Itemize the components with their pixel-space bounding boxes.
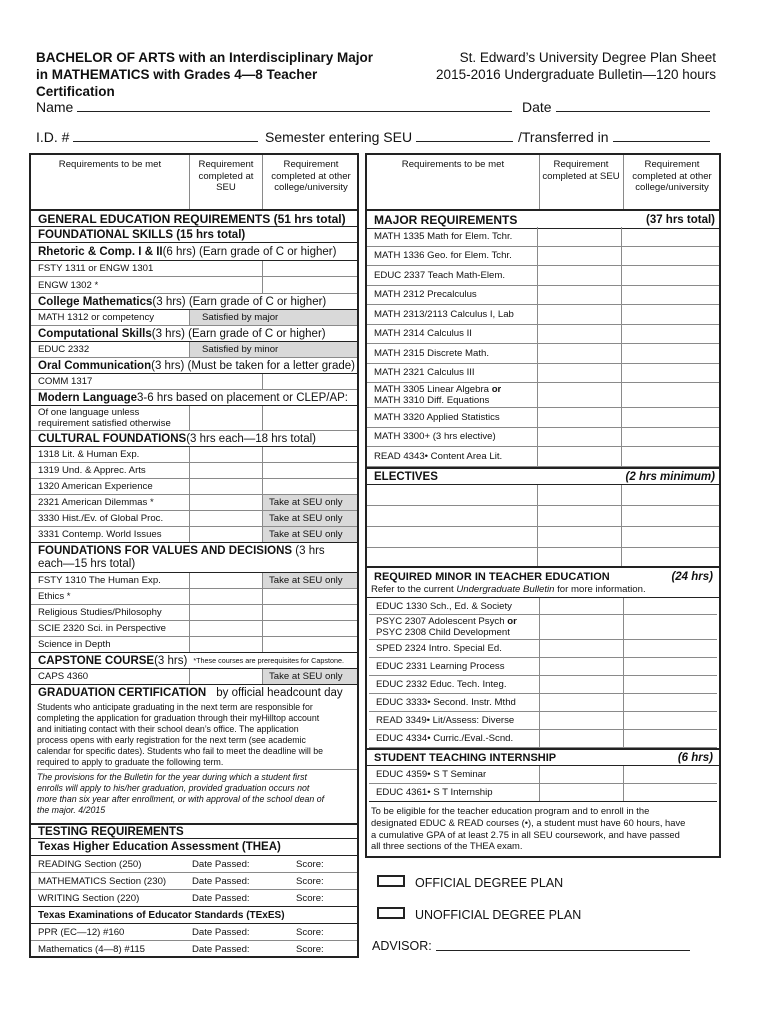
date-label: Date [522, 99, 552, 115]
course-name: COMM 1317 [38, 376, 93, 387]
electives-title: ELECTIVES [374, 470, 438, 483]
course-name: Ethics * [38, 591, 71, 602]
left-col-seu: Requirement completed at SEU [198, 159, 254, 193]
course-name: MATH 2314 Calculus II [374, 328, 472, 340]
values-row [31, 543, 357, 573]
semester-field[interactable] [265, 128, 517, 145]
date-passed-label: Date Passed: [192, 926, 250, 938]
course-name: EDUC 4361• S T Internship [376, 787, 493, 798]
course-name: EDUC 4359• S T Seminar [376, 769, 487, 780]
course-row[interactable] [369, 598, 717, 615]
cultural-row [31, 431, 357, 447]
course-row[interactable] [367, 447, 719, 467]
score-label: Score: [296, 926, 324, 938]
cultural-heading: CULTURAL FOUNDATIONS (3 hrs each—18 hrs total) [38, 432, 316, 445]
date-field[interactable] [522, 98, 714, 115]
elective-row[interactable] [367, 548, 719, 568]
course-name: EDUC 2332 Educ. Tech. Integ. [376, 679, 507, 690]
testing-row [31, 823, 357, 839]
major-hours: (37 hrs total) [645, 213, 715, 226]
sheet-info [386, 49, 716, 83]
minor-reference: Refer to the current Undergraduate Bulletin for more information. [367, 584, 719, 598]
course-row[interactable] [367, 286, 719, 306]
course-row[interactable] [367, 428, 719, 448]
student-teaching-title-row [367, 748, 719, 766]
course-row[interactable] [369, 766, 717, 784]
name-label: Name [36, 99, 74, 115]
course-row[interactable] [369, 730, 717, 748]
course-name: EDUC 1330 Sch., Ed. & Society [376, 600, 512, 612]
gen-ed-title: GENERAL EDUCATION REQUIREMENTS (51 hrs total) [38, 211, 346, 226]
course-row[interactable] [31, 374, 357, 390]
id-label: I.D. # [36, 129, 70, 145]
test-name: WRITING Section (220) [38, 892, 140, 904]
course-row[interactable] [31, 406, 357, 431]
course-row[interactable] [31, 447, 357, 463]
course-row[interactable] [369, 658, 717, 676]
course-row[interactable] [367, 227, 719, 247]
elective-row[interactable] [367, 527, 719, 548]
score-label: Score: [296, 875, 324, 887]
bulletin-info: 2015-2016 Undergraduate Bulletin—120 hours [436, 67, 716, 82]
course-name: MATH 3300+ (3 hrs elective) [374, 431, 496, 443]
thea-title: Texas Higher Education Assessment (THEA) [38, 841, 281, 853]
course-row[interactable] [367, 305, 719, 325]
computational-row [31, 326, 357, 342]
texes-title: Texas Examinations of Educator Standards (TExES) [38, 909, 285, 921]
provisions-paragraph: The provisions for the Bulletin for the year during which a student first enrolls will apply to his/her graduation, provided graduation occurs not more than six year after enrollment, or with approval of the school dean of the major. 4/2015 [37, 769, 357, 816]
gen-ed-title-row [31, 211, 357, 227]
oral-row [31, 358, 357, 374]
test-row[interactable] [31, 890, 357, 907]
course-name: 3331 Contemp. World Issues [38, 529, 162, 540]
course-row[interactable] [31, 495, 357, 511]
course-name: PSYC 2307 Adolescent Psych or PSYC 2308 Child Development [376, 616, 517, 638]
course-name: 2321 American Dilemmas * [38, 497, 154, 508]
right-column-header [367, 155, 719, 211]
minor-title-row [367, 569, 719, 585]
course-name: EDUC 2332 [38, 344, 90, 355]
satisfied-by-minor: Satisfied by minor [189, 342, 357, 357]
course-name: MATH 1336 Geo. for Elem. Tchr. [374, 250, 512, 262]
degree-title-line-2: in MATHEMATICS with Grades 4—8 Teacher [36, 67, 318, 82]
score-label: Score: [296, 892, 324, 904]
course-name: 1319 Und. & Apprec. Arts [38, 465, 146, 476]
test-row[interactable] [31, 873, 357, 890]
right-col-requirements: Requirements to be met [401, 159, 505, 170]
id-field[interactable] [36, 128, 262, 145]
course-row[interactable] [31, 573, 357, 589]
transferred-label: /Transferred in [518, 129, 609, 145]
course-name: READ 4343• Content Area Lit. [374, 450, 503, 462]
test-row[interactable] [31, 924, 357, 941]
take-at-seu: Take at SEU only [262, 527, 357, 542]
course-row[interactable] [369, 694, 717, 712]
elective-row[interactable] [367, 485, 719, 506]
course-row[interactable] [31, 261, 357, 277]
course-name: READ 3349• Lit/Assess: Diverse [376, 715, 515, 726]
course-name: CAPS 4360 [38, 671, 89, 682]
unofficial-checkbox[interactable] [377, 907, 405, 919]
electives-hours: (2 hrs minimum) [625, 470, 715, 483]
course-row[interactable] [367, 325, 719, 345]
course-name: 1320 American Experience [38, 481, 153, 492]
test-name: PPR (EC—12) #160 [38, 926, 125, 938]
rhetoric-heading: Rhetoric & Comp. I & II (6 hrs) (Earn grade of C or higher) [38, 245, 337, 258]
capstone-note: *These courses are prerequisites for Capstone. [193, 656, 344, 665]
course-name: EDUC 2337 Teach Math-Elem. [374, 269, 505, 281]
oral-heading: Oral Communication (3 hrs) (Must be taken for a letter grade) [38, 359, 355, 372]
test-row[interactable] [31, 941, 357, 958]
course-name: Of one language unless requirement satisfied otherwise [38, 407, 171, 429]
course-row[interactable] [31, 589, 357, 605]
right-col-seu: Requirement completed at SEU [542, 159, 620, 182]
course-row[interactable] [369, 712, 717, 730]
satisfied-by-major: Satisfied by major [189, 310, 357, 325]
left-column-header [31, 155, 357, 211]
test-name: Mathematics (4—8) #115 [38, 944, 145, 955]
foundational-title: FOUNDATIONAL SKILLS (15 hrs total) [38, 228, 246, 241]
general-education-panel [29, 153, 359, 958]
right-col-other: Requirement completed at other college/university [632, 159, 712, 193]
course-row[interactable] [31, 605, 357, 621]
course-row[interactable] [31, 277, 357, 294]
electives-title-row [367, 467, 719, 485]
course-row[interactable] [31, 463, 357, 479]
score-label: Score: [296, 858, 324, 870]
degree-title-line-3: Certification [36, 84, 115, 99]
course-name: MATH 3305 Linear Algebra or MATH 3310 Diff. Equations [374, 384, 502, 406]
left-col-other: Requirement completed at other college/university [271, 159, 351, 193]
course-row[interactable] [31, 621, 357, 637]
major-title: MAJOR REQUIREMENTS [374, 212, 518, 227]
course-name: FSTY 1311 or ENGW 1301 [38, 263, 154, 274]
date-passed-label: Date Passed: [192, 892, 250, 904]
course-row[interactable] [31, 669, 357, 685]
name-field[interactable] [36, 98, 516, 115]
left-col-requirements: Requirements to be met [58, 159, 162, 170]
course-name: EDUC 4334• Curric./Eval.-Scnd. [376, 733, 514, 744]
graduation-heading: GRADUATION CERTIFICATION by official headcount day [38, 687, 343, 699]
course-name: MATH 2321 Calculus III [374, 367, 475, 379]
course-name: MATH 2315 Discrete Math. [374, 347, 489, 359]
course-row[interactable] [31, 511, 357, 527]
course-row[interactable] [367, 383, 719, 408]
course-name: SCIE 2320 Sci. in Perspective [38, 623, 166, 634]
course-row[interactable] [31, 637, 357, 653]
transferred-field[interactable] [518, 128, 714, 145]
course-name: Religious Studies/Philosophy [38, 607, 162, 618]
semester-label: Semester entering SEU [265, 129, 413, 145]
course-row[interactable] [367, 364, 719, 384]
elective-row[interactable] [367, 506, 719, 527]
date-passed-label: Date Passed: [192, 858, 250, 870]
degree-title-line-1: BACHELOR OF ARTS with an Interdisciplinary Major [36, 50, 374, 65]
eligibility-paragraph: To be eligible for the teacher education program and to enroll in the designated EDUC & READ courses (•), a student must have 60 hours, have a cumulative GPA of at least 2.75 in all SEU coursework, and have passed all three sections of the THEA exam. [371, 805, 686, 852]
student-teaching-title: STUDENT TEACHING INTERNSHIP [374, 751, 557, 764]
rhetoric-row [31, 243, 357, 261]
modern-lang-heading: Modern Language 3-6 hrs based on placement or CLEP/AP: [38, 391, 348, 404]
course-row[interactable] [367, 408, 719, 428]
course-name: Science in Depth [38, 639, 111, 650]
course-row[interactable] [31, 310, 357, 326]
testing-title: TESTING REQUIREMENTS [38, 825, 184, 838]
college-math-heading: College Mathematics (3 hrs) (Earn grade of C or higher) [38, 295, 327, 308]
graduation-row [31, 685, 357, 701]
thea-row [31, 839, 357, 856]
official-label: OFFICIAL DEGREE PLAN [415, 876, 564, 890]
course-name: MATH 2312 Precalculus [374, 289, 477, 301]
course-row[interactable] [31, 527, 357, 543]
graduation-paragraph: Students who anticipate graduating in the next term are responsible for completing the application for graduation through their myHilltop account and initiating contact with their school dean’s office. The application process opens with early registration for the next term (see academic calendar for specific dates). Students who fail to meet the deadline will be required to apply to graduate the following term. [37, 702, 324, 767]
capstone-heading: CAPSTONE COURSE (3 hrs) *These courses are prerequisites for Capstone. [38, 654, 344, 667]
course-row[interactable] [369, 615, 717, 640]
official-checkbox[interactable] [377, 875, 405, 887]
course-name: MATH 1335 Math for Elem. Tchr. [374, 230, 513, 242]
course-row[interactable] [31, 342, 357, 358]
test-row[interactable] [31, 856, 357, 873]
course-row[interactable] [369, 676, 717, 694]
course-row[interactable] [367, 344, 719, 364]
course-row[interactable] [367, 247, 719, 267]
course-name: EDUC 3333• Second. Instr. Mthd [376, 697, 516, 708]
minor-hours: (24 hrs) [671, 571, 713, 583]
score-label: Score: [296, 944, 324, 955]
modern-lang-row [31, 390, 357, 406]
date-passed-label: Date Passed: [192, 875, 250, 887]
minor-title: REQUIRED MINOR IN TEACHER EDUCATION [374, 571, 610, 583]
advisor-label: ADVISOR: [372, 939, 432, 953]
foundational-row [31, 227, 357, 243]
student-teaching-hours: (6 hrs) [677, 751, 713, 764]
course-name: MATH 1312 or competency [38, 312, 155, 323]
degree-title [36, 49, 373, 100]
college-math-row [31, 294, 357, 310]
take-at-seu: Take at SEU only [262, 495, 357, 510]
electives-area[interactable] [367, 485, 719, 568]
date-passed-label: Date Passed: [192, 944, 250, 955]
course-row[interactable] [369, 640, 717, 658]
course-name: FSTY 1310 The Human Exp. [38, 575, 161, 586]
course-name: MATH 3320 Applied Statistics [374, 411, 500, 423]
course-name: SPED 2324 Intro. Special Ed. [376, 643, 502, 654]
unofficial-label: UNOFFICIAL DEGREE PLAN [415, 908, 582, 922]
course-row[interactable] [367, 266, 719, 286]
capstone-row [31, 653, 357, 669]
course-name: 3330 Hist./Ev. of Global Proc. [38, 513, 164, 524]
test-name: READING Section (250) [38, 858, 142, 870]
take-at-seu: Take at SEU only [262, 573, 357, 588]
take-at-seu: Take at SEU only [262, 669, 357, 684]
values-heading: FOUNDATIONS FOR VALUES AND DECISIONS (3 hrs each—15 hrs total) [38, 544, 325, 570]
school-name: St. Edward’s University Degree Plan Sheet [459, 50, 716, 65]
course-name: 1318 Lit. & Human Exp. [38, 449, 140, 460]
texes-row [31, 907, 357, 924]
course-row[interactable] [31, 479, 357, 495]
course-row[interactable] [369, 784, 717, 802]
advisor-field[interactable] [372, 937, 694, 953]
course-name: MATH 2313/2113 Calculus I, Lab [374, 308, 514, 320]
computational-heading: Computational Skills (3 hrs) (Earn grade of C or higher) [38, 327, 326, 340]
course-name: EDUC 2331 Learning Process [376, 661, 505, 672]
course-name: ENGW 1302 * [38, 279, 99, 291]
take-at-seu: Take at SEU only [262, 511, 357, 526]
test-name: MATHEMATICS Section (230) [38, 875, 167, 887]
